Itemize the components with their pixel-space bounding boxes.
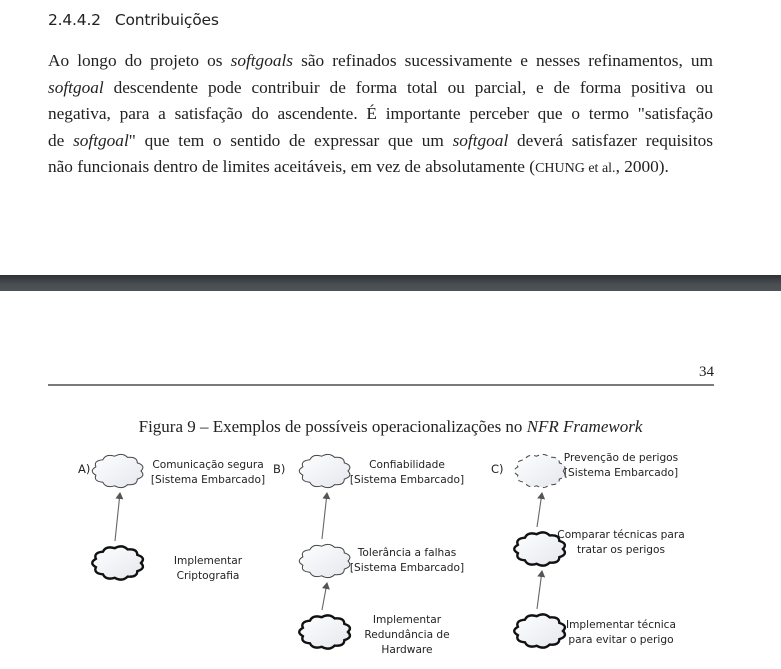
node-label bbox=[327, 458, 487, 488]
node-label-line: Comunicação segura bbox=[152, 459, 264, 471]
section-heading bbox=[48, 11, 219, 29]
node-label bbox=[541, 451, 701, 481]
contribution-arrow bbox=[322, 493, 327, 539]
node-label bbox=[541, 528, 701, 558]
paragraph-line bbox=[48, 128, 713, 155]
node-label-line: Implementar técnica bbox=[565, 619, 677, 631]
panel-letter: C) bbox=[491, 462, 504, 476]
paragraph-line bbox=[48, 48, 713, 75]
node-label-line: Hardware bbox=[381, 644, 433, 656]
text-run: , 2000). bbox=[615, 157, 669, 177]
node-label-line: Implementar bbox=[173, 555, 243, 567]
node-label-line: Tolerância a falhas bbox=[357, 547, 457, 559]
text-run: não funcionais dentro de limites aceitáveis, em vez de absolutamente ( bbox=[48, 157, 536, 177]
node-label-line: tratar os perigos bbox=[576, 544, 665, 556]
node-label-line: Implementar bbox=[372, 614, 442, 626]
node-label-line: para evitar o perigo bbox=[568, 634, 674, 646]
text-run: negativa, para a satisfação do ascendente. É importante perceber que o termo "satisfação bbox=[48, 104, 713, 124]
panel-letter: B) bbox=[273, 462, 286, 476]
node-label-line: Comparar técnicas para bbox=[557, 529, 685, 541]
paragraph-line bbox=[48, 75, 713, 102]
page-number: 34 bbox=[699, 364, 714, 380]
node-label bbox=[128, 458, 288, 488]
italic-term: softgoal bbox=[452, 130, 509, 150]
italic-term: softgoal bbox=[73, 130, 129, 150]
paragraph bbox=[48, 48, 713, 183]
section-number: 2.4.4.2 bbox=[48, 11, 101, 29]
paragraph-line bbox=[48, 101, 713, 128]
section-title: Contribuições bbox=[114, 11, 219, 29]
text-run: de bbox=[48, 130, 74, 150]
panel-letter: A) bbox=[78, 462, 91, 476]
figure-caption-italic: NFR Framework bbox=[526, 417, 643, 436]
node-label bbox=[541, 618, 701, 648]
page-separator bbox=[0, 275, 781, 291]
node-label-line: [Sistema Embarcado] bbox=[563, 467, 679, 479]
node-label-line: Criptografia bbox=[176, 570, 240, 582]
page-34-top bbox=[0, 291, 781, 669]
paragraph-line bbox=[48, 154, 713, 183]
node-label-line: Prevenção de perigos bbox=[563, 452, 679, 464]
citation: CHUNG et al. bbox=[535, 161, 616, 177]
contribution-arrow bbox=[115, 493, 120, 541]
contribution-arrow bbox=[537, 493, 542, 527]
page-33-bottom bbox=[0, 0, 781, 275]
node-label-line: Confiabilidade bbox=[369, 459, 445, 471]
contribution-arrow bbox=[322, 583, 327, 610]
node-label bbox=[327, 546, 487, 576]
node-label-line: [Sistema Embarcado] bbox=[349, 474, 465, 486]
text-run: são refinados sucessivamente e nesses refinamentos, um bbox=[293, 51, 713, 70]
node-label bbox=[327, 613, 487, 658]
text-run: descendente pode contribuir de forma total ou parcial, e de forma positiva ou bbox=[103, 77, 713, 97]
text-run: deverá satisfazer requisitos bbox=[508, 130, 713, 150]
node-label-line: Redundância de bbox=[364, 629, 450, 641]
italic-term: softgoals bbox=[230, 51, 294, 70]
text-run: " que tem o sentido de expressar que um bbox=[128, 130, 453, 150]
figure-caption-text: Figura 9 – Exemplos de possíveis operacionalizações no bbox=[138, 417, 527, 436]
node-label-line: [Sistema Embarcado] bbox=[349, 562, 465, 574]
node-label-line: [Sistema Embarcado] bbox=[150, 474, 266, 486]
text-run: Ao longo do projeto os bbox=[48, 51, 231, 70]
contribution-arrow bbox=[537, 571, 542, 609]
node-label bbox=[128, 554, 288, 584]
italic-term: softgoal bbox=[48, 77, 104, 97]
